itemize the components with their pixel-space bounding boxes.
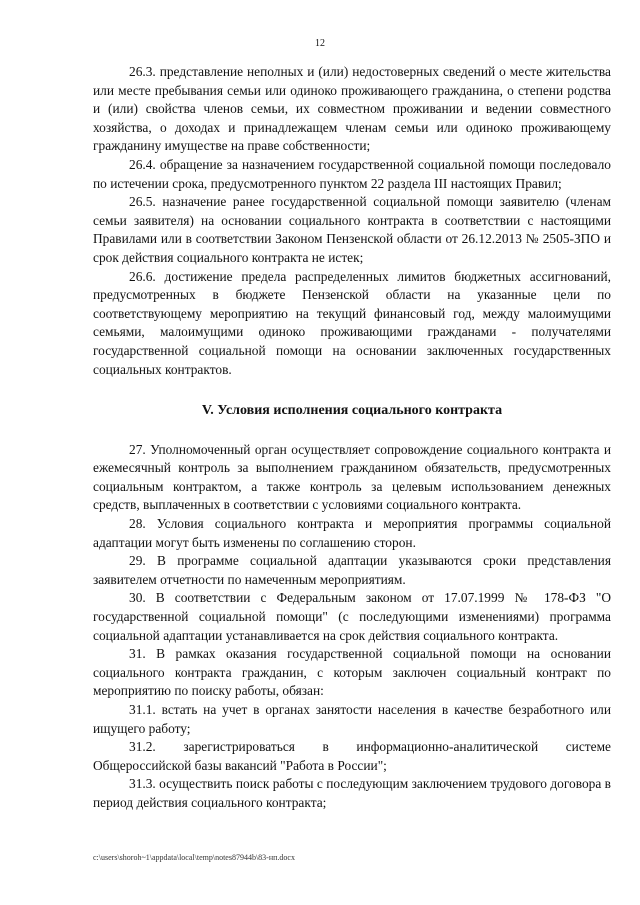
paragraph-26-3: 26.3. представление неполных и (или) недостоверных сведений о месте жительства или месте пребывания семьи или одиноко проживающего гражданина, о степени родства и (или) свойства членов семьи, их совместном проживании и ведении совместного хозяйства, о доходах и принадлежащем членам семьи или одиноко проживающему гражданину имуществе на праве собственности; [93, 64, 611, 154]
paragraph-31-3: 31.3. осуществить поиск работы с последующим заключением трудового договора в период действия социального контракта; [93, 776, 611, 810]
paragraph-28: 28. Условия социального контракта и мероприятия программы социальной адаптации могут быть изменены по соглашению сторон. [93, 516, 611, 550]
footer-file-path: c:\users\shoroh~1\appdata\local\temp\notes87944b\83-нп.docx [93, 853, 295, 862]
paragraph-31-1: 31.1. встать на учет в органах занятости населения в качестве безработного или ищущего работу; [93, 702, 611, 736]
paragraph-26-4: 26.4. обращение за назначением государственной социальной помощи последовало по истечении срока, предусмотренного пунктом 22 раздела III настоящих Правил; [93, 156, 611, 191]
paragraph-31-2: 31.2. зарегистрироваться в информационно-аналитической системе Общероссийской базы вакансий "Работа в России"; [93, 739, 611, 773]
paragraph-31: 31. В рамках оказания государственной социальной помощи на основании социального контракта гражданин, с которым заключен социальный контракт по мероприятию по поиску работы, обязан: [93, 646, 611, 699]
page-number: 12 [315, 38, 325, 49]
paragraph-29: 29. В программе социальной адаптации указываются сроки представления заявителем отчетности по намеченным мероприятиям. [93, 553, 611, 587]
section-heading: V. Условия исполнения социального контракта [201, 403, 503, 419]
paragraph-26-5: 26.5. назначение ранее государственной социальной помощи заявителю (членам семьи заявителя) на основании социального контракта в соответствии с настоящими Правилами или в соответствии Законом Пензенской области от 26.12.2013 № 2505-ЗПО и срок действия социального контракта не истек; [93, 194, 611, 265]
paragraph-26-6: 26.6. достижение предела распределенных лимитов бюджетных ассигнований, предусмотренных в бюджете Пензенской области на указанные цели по соответствующему мероприятию на текущий финансовый год, между малоимущими семьями, малоимущими одиноко проживающими гражданами - получателями государственной социальной помощи на основании заключенных государственных социальных контрактов. [93, 268, 611, 377]
document-body [93, 63, 611, 813]
paragraph-30: 30. В соответствии с Федеральным законом от 17.07.1999 № 178-ФЗ "О государственной социальной помощи" (с последующими изменениями) программа социальной адаптации устанавливается на срок действия социального контракта. [93, 590, 611, 643]
paragraph-27: 27. Уполномоченный орган осуществляет сопровождение социального контракта и ежемесячный контроль за выполнением гражданином обязательств, предусмотренных социальным контрактом, а также контроль за целевым использованием денежных средств, выплаченных в соответствии с условиями социального контракта. [93, 441, 611, 513]
